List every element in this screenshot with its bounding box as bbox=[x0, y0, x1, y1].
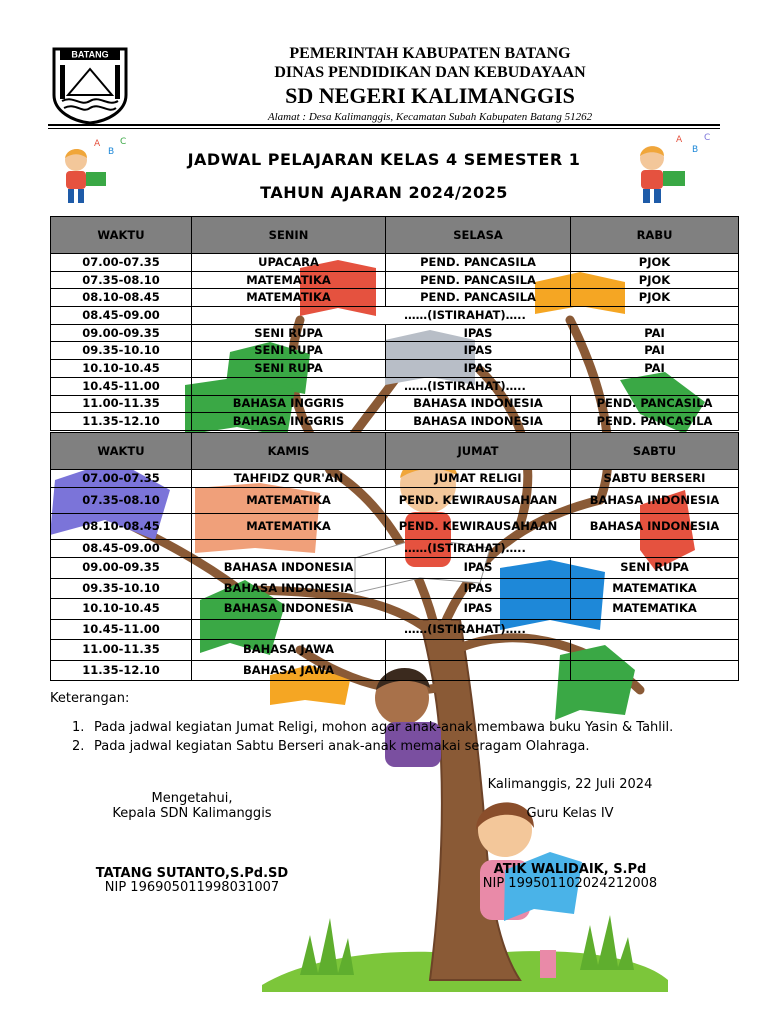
table-row bbox=[51, 558, 739, 579]
table-row bbox=[51, 342, 739, 360]
subject-cell: IPAS bbox=[386, 558, 571, 579]
teacher-title: Guru Kelas IV bbox=[526, 806, 614, 821]
subject-cell bbox=[386, 660, 571, 681]
subject-cell: SABTU BERSERI bbox=[571, 470, 739, 488]
subject-cell: PJOK bbox=[571, 289, 739, 307]
time-cell: 10.10-10.45 bbox=[51, 360, 192, 378]
subject-cell: IPAS bbox=[386, 360, 571, 378]
subject-cell: TAHFIDZ QUR'AN bbox=[192, 470, 386, 488]
time-cell: 09.00-09.35 bbox=[51, 558, 192, 579]
subject-cell: PAI bbox=[571, 342, 739, 360]
table-row bbox=[51, 660, 739, 681]
table-row bbox=[51, 289, 739, 307]
subject-cell: BAHASA JAWA bbox=[192, 640, 386, 661]
batang-regency-logo bbox=[50, 45, 130, 125]
svg-text:A: A bbox=[676, 135, 683, 145]
subject-cell: PEND. KEWIRAUSAHAAN bbox=[386, 488, 571, 514]
principal-title: Kepala SDN Kalimanggis bbox=[112, 806, 272, 821]
note-text: Pada jadwal kegiatan Jumat Religi, mohon agar anak-anak membawa buku Yasin & Tahlil. bbox=[94, 720, 674, 735]
time-cell: 08.45-09.00 bbox=[51, 307, 192, 325]
table-row bbox=[51, 324, 739, 342]
time-cell: 11.35-12.10 bbox=[51, 660, 192, 681]
note-text: Pada jadwal kegiatan Sabtu Berseri anak-anak memakai seragam Olahraga. bbox=[94, 739, 590, 754]
time-cell: 11.00-11.35 bbox=[51, 640, 192, 661]
subject-cell: BAHASA INDONESIA bbox=[571, 514, 739, 540]
column-header-kamis: KAMIS bbox=[192, 433, 386, 470]
table-header-row bbox=[51, 217, 739, 254]
subject-cell: SENI RUPA bbox=[192, 360, 386, 378]
time-cell: 09.35-10.10 bbox=[51, 578, 192, 599]
subject-cell bbox=[386, 640, 571, 661]
subject-cell bbox=[571, 640, 739, 661]
department-name: DINAS PENDIDIKAN DAN KEBUDAYAAN bbox=[274, 64, 586, 81]
svg-text:C: C bbox=[120, 137, 127, 147]
schedule-table-thu-sat bbox=[50, 432, 739, 681]
break-row bbox=[51, 540, 739, 558]
table-row bbox=[51, 254, 739, 272]
time-cell: 07.35-08.10 bbox=[51, 271, 192, 289]
break-row bbox=[51, 377, 739, 395]
subject-cell: PEND. PANCASILA bbox=[571, 413, 739, 431]
table-row bbox=[51, 578, 739, 599]
subject-cell: PEND. PANCASILA bbox=[571, 395, 739, 413]
break-row bbox=[51, 307, 739, 325]
table-row bbox=[51, 470, 739, 488]
subject-cell: BAHASA INGGRIS bbox=[192, 395, 386, 413]
time-cell: 08.10-08.45 bbox=[51, 289, 192, 307]
notes-list bbox=[72, 718, 673, 756]
subject-cell: JUMAT RELIGI bbox=[386, 470, 571, 488]
time-cell: 07.00-07.35 bbox=[51, 254, 192, 272]
column-header-waktu: WAKTU bbox=[51, 217, 192, 254]
subject-cell: MATEMATIKA bbox=[571, 599, 739, 620]
subject-cell: PEND. PANCASILA bbox=[386, 271, 571, 289]
subject-cell bbox=[571, 660, 739, 681]
subject-cell: MATEMATIKA bbox=[192, 271, 386, 289]
time-cell: 10.45-11.00 bbox=[51, 377, 192, 395]
principal-name: TATANG SUTANTO,S.Pd.SD bbox=[95, 866, 289, 881]
column-header-rabu: RABU bbox=[571, 217, 739, 254]
svg-text:B: B bbox=[692, 145, 699, 155]
subject-cell: PEND. PANCASILA bbox=[386, 254, 571, 272]
time-cell: 11.35-12.10 bbox=[51, 413, 192, 431]
subject-cell: PAI bbox=[571, 360, 739, 378]
subject-cell: BAHASA INDONESIA bbox=[192, 558, 386, 579]
subject-cell: IPAS bbox=[386, 324, 571, 342]
subject-cell: PEND. KEWIRAUSAHAAN bbox=[386, 514, 571, 540]
subject-cell: IPAS bbox=[386, 599, 571, 620]
principal-nip: NIP 196905011998031007 bbox=[104, 880, 280, 895]
subject-cell: BAHASA INDONESIA bbox=[571, 488, 739, 514]
subject-cell: BAHASA JAWA bbox=[192, 660, 386, 681]
column-header-jumat: JUMAT bbox=[386, 433, 571, 470]
subject-cell: PJOK bbox=[571, 271, 739, 289]
subject-cell: BAHASA INDONESIA bbox=[386, 413, 571, 431]
time-cell: 09.00-09.35 bbox=[51, 324, 192, 342]
letterhead-divider bbox=[48, 124, 720, 126]
subject-cell: MATEMATIKA bbox=[192, 289, 386, 307]
note-number: 1. bbox=[72, 720, 85, 735]
subject-cell: MATEMATIKA bbox=[192, 488, 386, 514]
table-row bbox=[51, 599, 739, 620]
subject-cell: PEND. PANCASILA bbox=[386, 289, 571, 307]
table-row bbox=[51, 413, 739, 431]
subject-cell: BAHASA INGGRIS bbox=[192, 413, 386, 431]
place-date: Kalimanggis, 22 Juli 2024 bbox=[487, 777, 653, 792]
schedule-title: JADWAL PELAJARAN KELAS 4 SEMESTER 1 bbox=[187, 150, 581, 169]
column-header-waktu: WAKTU bbox=[51, 433, 192, 470]
list-item bbox=[72, 737, 673, 756]
note-number: 2. bbox=[72, 739, 85, 754]
table-row bbox=[51, 488, 739, 514]
subject-cell: SENI RUPA bbox=[192, 342, 386, 360]
table-row bbox=[51, 360, 739, 378]
time-cell: 09.35-10.10 bbox=[51, 342, 192, 360]
school-name: SD NEGERI KALIMANGGIS bbox=[285, 83, 575, 108]
logo-text: BATANG bbox=[71, 49, 109, 60]
time-cell: 10.10-10.45 bbox=[51, 599, 192, 620]
teacher-name: ATIK WALIDAIK, S.Pd bbox=[493, 862, 647, 877]
acknowledged-caption: Mengetahui, bbox=[151, 791, 233, 806]
time-cell: 08.10-08.45 bbox=[51, 514, 192, 540]
time-cell: 08.45-09.00 bbox=[51, 540, 192, 558]
table-row bbox=[51, 395, 739, 413]
column-header-selasa: SELASA bbox=[386, 217, 571, 254]
subject-cell: BAHASA INDONESIA bbox=[192, 599, 386, 620]
svg-text:A: A bbox=[94, 139, 101, 149]
subject-cell: IPAS bbox=[386, 578, 571, 599]
government-name: PEMERINTAH KABUPATEN BATANG bbox=[289, 45, 571, 62]
column-header-sabtu: SABTU bbox=[571, 433, 739, 470]
time-cell: 07.35-08.10 bbox=[51, 488, 192, 514]
subject-cell: BAHASA INDONESIA bbox=[386, 395, 571, 413]
svg-text:B: B bbox=[108, 147, 115, 157]
letterhead bbox=[130, 44, 730, 124]
subject-cell: MATEMATIKA bbox=[571, 578, 739, 599]
notes-label: Keterangan: bbox=[50, 691, 130, 706]
subject-cell: IPAS bbox=[386, 342, 571, 360]
subject-cell: UPACARA bbox=[192, 254, 386, 272]
academic-year: TAHUN AJARAN 2024/2025 bbox=[260, 183, 508, 202]
break-cell: ……(ISTIRAHAT)….. bbox=[192, 377, 739, 395]
subject-cell: BAHASA INDONESIA bbox=[192, 578, 386, 599]
break-row bbox=[51, 619, 739, 640]
school-address: Alamat : Desa Kalimanggis, Kecamatan Subah Kabupaten Batang 51262 bbox=[267, 111, 593, 123]
table-row bbox=[51, 271, 739, 289]
table-header-row bbox=[51, 433, 739, 470]
break-cell: ……(ISTIRAHAT)….. bbox=[192, 307, 739, 325]
table-row bbox=[51, 640, 739, 661]
schedule-table-mon-wed bbox=[50, 216, 739, 431]
subject-cell: SENI RUPA bbox=[571, 558, 739, 579]
subject-cell: PJOK bbox=[571, 254, 739, 272]
time-cell: 10.45-11.00 bbox=[51, 619, 192, 640]
time-cell: 11.00-11.35 bbox=[51, 395, 192, 413]
teacher-nip: NIP 199501102024212008 bbox=[482, 876, 658, 891]
subject-cell: MATEMATIKA bbox=[192, 514, 386, 540]
subject-cell: PAI bbox=[571, 324, 739, 342]
table-row bbox=[51, 514, 739, 540]
column-header-senin: SENIN bbox=[192, 217, 386, 254]
break-cell: ……(ISTIRAHAT)….. bbox=[192, 540, 739, 558]
time-cell: 07.00-07.35 bbox=[51, 470, 192, 488]
break-cell: ……(ISTIRAHAT)….. bbox=[192, 619, 739, 640]
subject-cell: SENI RUPA bbox=[192, 324, 386, 342]
svg-text:C: C bbox=[704, 133, 711, 143]
list-item bbox=[72, 718, 673, 737]
